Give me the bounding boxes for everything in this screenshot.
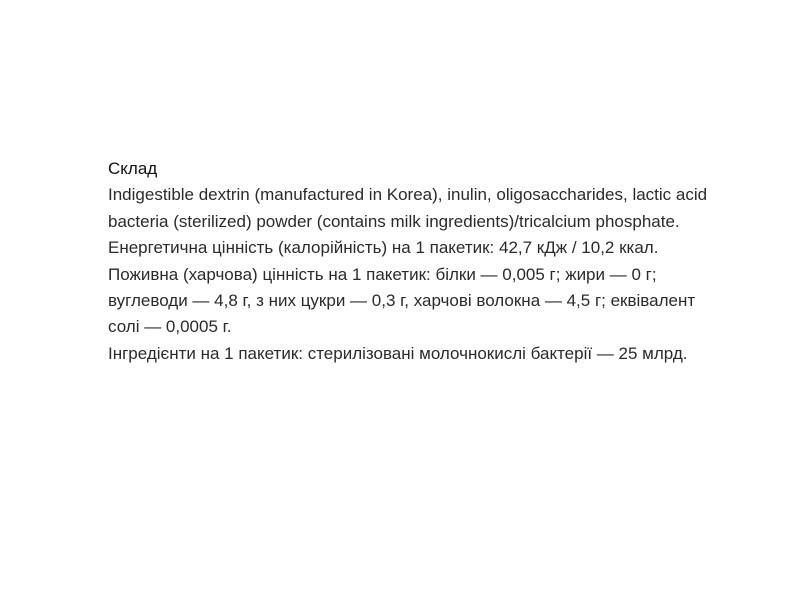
energy-value-text: Енергетична цінність (калорійність) на 1 пакетик: 42,7 кДж / 10,2 ккал. xyxy=(108,238,659,258)
nutrition-value-text: Поживна (харчова) цінність на 1 пакетик: білки — 0,005 г; жири — 0 г; вуглеводи — 4,8 г, з них цукри — 0,3 г, харчові волокна — 4,5 г; еквівалент солі — 0,0005 г. xyxy=(108,264,696,337)
composition-heading: Склад xyxy=(108,159,158,178)
ingredients-text: Indigestible dextrin (manufactured in Korea), inulin, oligosaccharides, lactic acid bacteria (sterilized) powder (contains milk ingredients)/tricalcium phosphate. xyxy=(108,185,708,231)
product-composition xyxy=(108,156,708,367)
ingredients-per-sachet-text: Інгредієнти на 1 пакетик: стерилізовані молочнокислі бактерії — 25 млрд. xyxy=(108,343,688,363)
